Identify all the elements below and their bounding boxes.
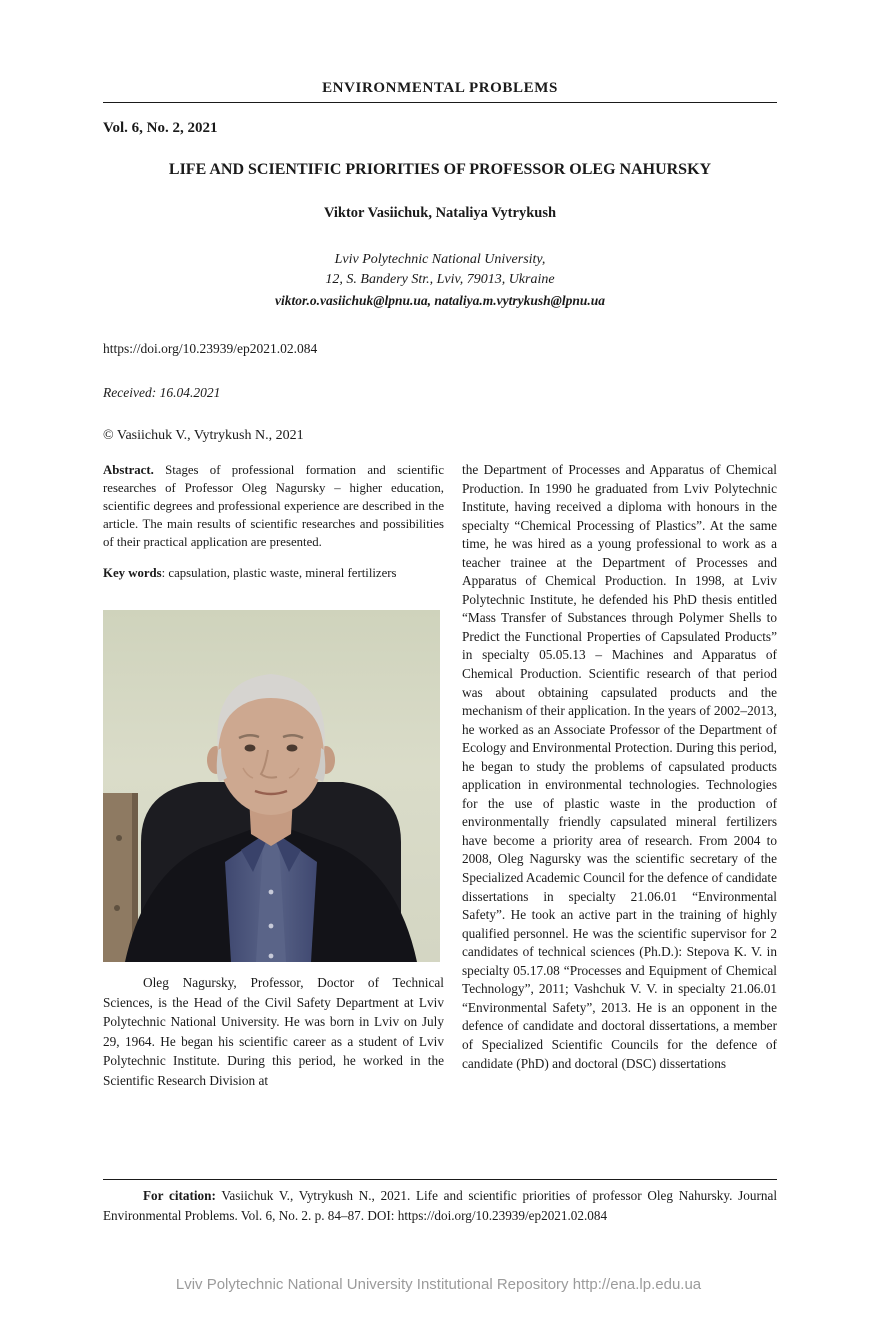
affiliation-line-1: Lviv Polytechnic National University, bbox=[334, 252, 546, 267]
left-column bbox=[103, 457, 444, 1119]
right-column bbox=[462, 457, 777, 1119]
portrait-photo bbox=[103, 610, 440, 962]
doi-line[interactable] bbox=[103, 341, 777, 357]
received-date: Received: 16.04.2021 bbox=[103, 385, 221, 400]
authors-line: Viktor Vasiichuk, Nataliya Vytrykush bbox=[323, 205, 557, 221]
affiliation-block bbox=[103, 250, 777, 311]
article-title: LIFE AND SCIENTIFIC PRIORITIES OF PROFESSOR OLEG NAHURSKY bbox=[168, 161, 712, 178]
portrait-photo-illustration bbox=[103, 610, 440, 962]
citation-block bbox=[103, 1179, 777, 1226]
two-column-body bbox=[103, 457, 777, 1119]
bio-paragraph-right: the Department of Processes and Apparatus of Chemical Production. In 1990 he graduated from Lviv Polytechnic Institute, having received a diploma with honours in the specialty “Chemical Processing of Plastics”. At the same time, he was hired as a young professional to work as a teacher trainee at the Department of Processes and Apparatus of Chemical Production. In 1998, at Lviv Polytechnic Institute, he defended his PhD thesis entitled “Mass Transfer of Substances through Polymer Shells to Predict the Functional Properties of Capsulated Products” in specialty 05.05.13 – Machines and Apparatus of Chemical Production. Scientific research of that period was about obtaining capsulated products and the mechanism of their application. In the years of 2002–2013, he worked as an Associate Professor of the Department of Ecology and Environmental Protection. During this period, he began to study the problems of capsulated products application in environmental technologies. Technologies for the use of plastic waste in the production of environmentally friendly capsulated mineral fertilizers have become a priority area of research. From 2004 to 2008, Oleg Nagursky was the scientific secretary of the Specialized Academic Council for the defence of candidate dissertations in specialty 21.06.01 “Environmental Safety”. He took an active part in the training of highly qualified personnel. He was the scientific supervisor for 2 candidates of technical sciences (Ph.D.): Stepova K. V. in specialty 05.17.08 “Processes and Equipment of Chemical Technology”, 2011; Vashchuk V. V. in specialty 21.06.01 “Environmental Safety”, 2013. He is an opponent in the defence of candidate and doctoral dissertations, a member of Specialized Scientific Councils for the defence of candidate (PhD) and doctoral (DSC) dissertations bbox=[462, 462, 777, 1071]
journal-title: ENVIRONMENTAL PROBLEMS bbox=[322, 80, 558, 96]
affiliation-line-2: 12, S. Bandery Str., Lviv, 79013, Ukraine bbox=[325, 272, 555, 287]
keywords-label: Key words bbox=[103, 566, 162, 580]
abstract-paragraph bbox=[103, 461, 444, 551]
citation-rule bbox=[103, 1179, 777, 1180]
header-rule bbox=[103, 102, 777, 103]
repository-link[interactable]: Lviv Polytechnic National University Institutional Repository http://ena.lp.edu.ua bbox=[175, 1276, 702, 1293]
bio-paragraph-left: Oleg Nagursky, Professor, Doctor of Technical Sciences, is the Head of the Civil Safety Department at Lviv Polytechnic National University. He was born in Lviv on July 29, 1964. He began his scientific career as a student of Lviv Polytechnic Institute. During this period, he worked in the Scientific Research Division at bbox=[103, 975, 444, 1088]
citation-body: Vasiichuk V., Vytrykush N., 2021. Life and scientific priorities of professor Oleg Nahursky. Journal Environmental Problems. Vol. 6, No. 2. p. 84–87. DOI: https://doi.org/10.23939/ep2021.02.084 bbox=[103, 1188, 777, 1223]
doi-link[interactable]: https://doi.org/10.23939/ep2021.02.084 bbox=[103, 341, 318, 356]
page-content bbox=[103, 80, 777, 1119]
volume-issue-line: Vol. 6, No. 2, 2021 bbox=[103, 120, 218, 136]
abstract-text: Stages of professional formation and scientific researches of Professor Oleg Nagursky – higher education, scientific degrees and professional experience are described in the article. The main results of scientific researches and possibilities of their practical application are presented. bbox=[103, 463, 444, 549]
emails-link[interactable]: viktor.o.vasiichuk@lpnu.ua, nataliya.m.vytrykush@lpnu.ua bbox=[274, 293, 606, 308]
abstract-label: Abstract. bbox=[103, 463, 154, 477]
citation-text bbox=[103, 1186, 777, 1226]
repository-watermark[interactable] bbox=[0, 1276, 877, 1293]
keywords-line bbox=[103, 564, 444, 582]
keywords-text: : capsulation, plastic waste, mineral fertilizers bbox=[161, 566, 397, 580]
citation-label: For citation: bbox=[143, 1188, 216, 1203]
copyright-line: © Vasiichuk V., Vytrykush N., 2021 bbox=[103, 428, 304, 443]
author-emails[interactable] bbox=[103, 290, 777, 311]
